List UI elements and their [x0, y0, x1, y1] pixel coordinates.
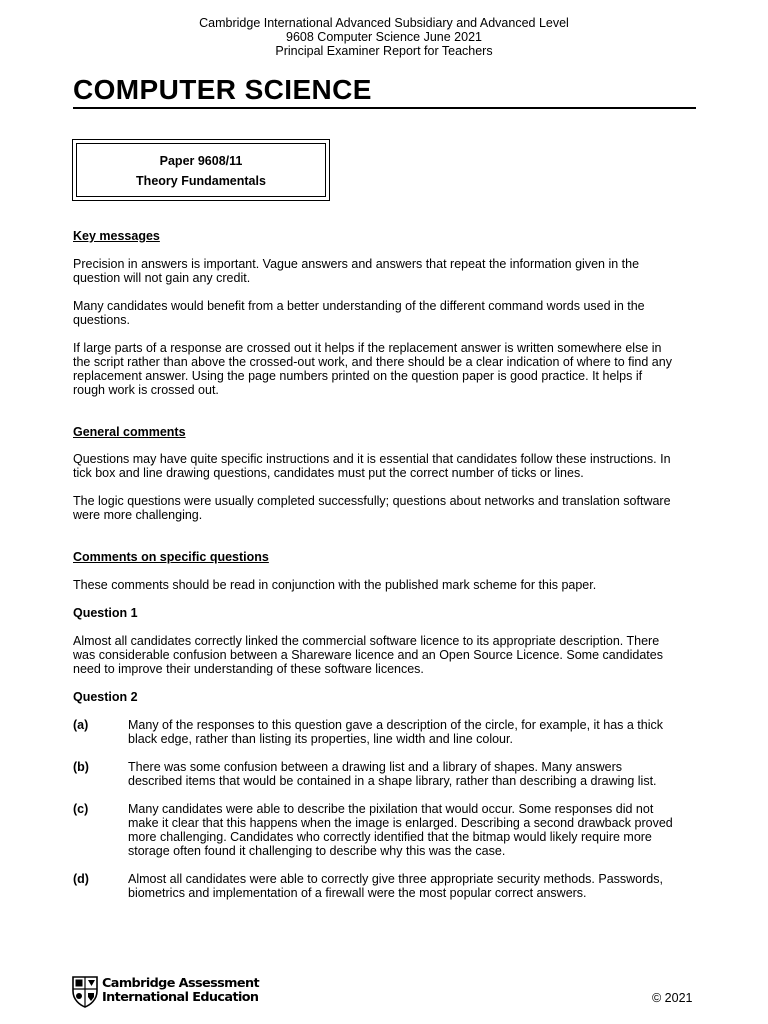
key-messages-paragraph-2 — [73, 299, 693, 327]
text-line: Many of the responses to this question gave a description of the circle, for example, it has a thick — [128, 718, 664, 732]
page-title: COMPUTER SCIENCE — [73, 74, 372, 105]
text-line: Precision in answers is important. Vague answers and answers that repeat the information given in the — [73, 257, 640, 271]
paper-number: Paper 9608/11 — [159, 154, 243, 168]
text-line: questions. — [73, 313, 130, 327]
text-line: biometrics and implementation of a firewall were the most popular correct answers. — [128, 886, 587, 900]
question-2d-comment — [128, 872, 688, 900]
question-2a-label: (a) — [73, 718, 89, 732]
text-line: Almost all candidates were able to correctly give three appropriate security methods. Passwords, — [128, 872, 663, 886]
paper-box-inner-border — [76, 143, 326, 197]
text-line: make it clear that this happens when the image is enlarged. Describing a second drawback proved — [128, 816, 673, 830]
general-comments-paragraph-1 — [73, 452, 693, 480]
question-2-heading: Question 2 — [73, 690, 138, 704]
title-rule — [73, 107, 696, 109]
text-line: question will not gain any credit. — [73, 271, 251, 285]
question-2d-label: (d) — [73, 872, 89, 886]
specific-comments-intro: These comments should be read in conjunction with the published mark scheme for this paper. — [73, 578, 597, 592]
header-line-syllabus: 9608 Computer Science June 2021 — [286, 30, 482, 44]
key-messages-paragraph-1 — [73, 257, 693, 285]
question-2a-comment — [128, 718, 688, 746]
logo-text-line-2: International Education — [102, 990, 259, 1005]
text-line: more challenging. Candidates who correctly identified that the bitmap would likely require more — [128, 830, 652, 844]
text-line: There was some confusion between a drawing list and a library of shapes. Many answers — [128, 760, 623, 774]
text-line: were more challenging. — [73, 508, 203, 522]
text-line: storage often found it challenging to describe why this was the case. — [128, 844, 506, 858]
specific-comments-heading: Comments on specific questions — [73, 550, 269, 564]
text-line: Many candidates would benefit from a better understanding of the different command words used in the — [73, 299, 645, 313]
text-line: tick box and line drawing questions, candidates must put the correct number of ticks or lines. — [73, 466, 584, 480]
text-line: need to improve their understanding of these software licences. — [73, 662, 424, 676]
text-line: replacement answer. Using the page numbers printed on the question paper is good practice. It helps if — [73, 369, 643, 383]
header-line-qualification: Cambridge International Advanced Subsidiary and Advanced Level — [199, 16, 569, 30]
text-line: was considerable confusion between a Shareware licence and an Open Source Licence. Some candidates — [73, 648, 663, 662]
question-2c-comment — [128, 802, 688, 858]
copyright-notice: © 2021 — [652, 991, 693, 1005]
question-1-heading: Question 1 — [73, 606, 138, 620]
general-comments-heading: General comments — [73, 425, 186, 439]
paper-name: Theory Fundamentals — [136, 174, 266, 188]
text-line: Questions may have quite specific instructions and it is essential that candidates follow these instructions. In — [73, 452, 671, 466]
text-line: Almost all candidates correctly linked the commercial software licence to its appropriate description. There — [73, 634, 660, 648]
text-line: the script rather than above the crossed-out work, and there should be a clear indication of where to find any — [73, 355, 672, 369]
paper-box — [72, 139, 330, 201]
question-2c-label: (c) — [73, 802, 89, 816]
text-line: Many candidates were able to describe the pixilation that would occur. Some responses did not — [128, 802, 654, 816]
logo-text-line-1: Cambridge Assessment — [102, 976, 259, 991]
question-1-comment — [73, 634, 693, 676]
header-line-report: Principal Examiner Report for Teachers — [275, 44, 493, 58]
text-line: The logic questions were usually completed successfully; questions about networks and translation software — [73, 494, 671, 508]
text-line: described items that would be contained in a shape library, rather than describing a drawing list. — [128, 774, 657, 788]
text-line: black edge, rather than listing its properties, line width and line colour. — [128, 732, 513, 746]
cambridge-assessment-logo — [72, 976, 262, 1008]
general-comments-paragraph-2 — [73, 494, 693, 522]
question-2b-label: (b) — [73, 760, 89, 774]
text-line: If large parts of a response are crossed out it helps if the replacement answer is written somewhere else in — [73, 341, 662, 355]
text-line: rough work is crossed out. — [73, 383, 219, 397]
key-messages-paragraph-3 — [73, 341, 693, 397]
cambridge-shield-icon — [72, 976, 98, 1008]
key-messages-heading: Key messages — [73, 229, 160, 243]
question-2b-comment — [128, 760, 688, 788]
